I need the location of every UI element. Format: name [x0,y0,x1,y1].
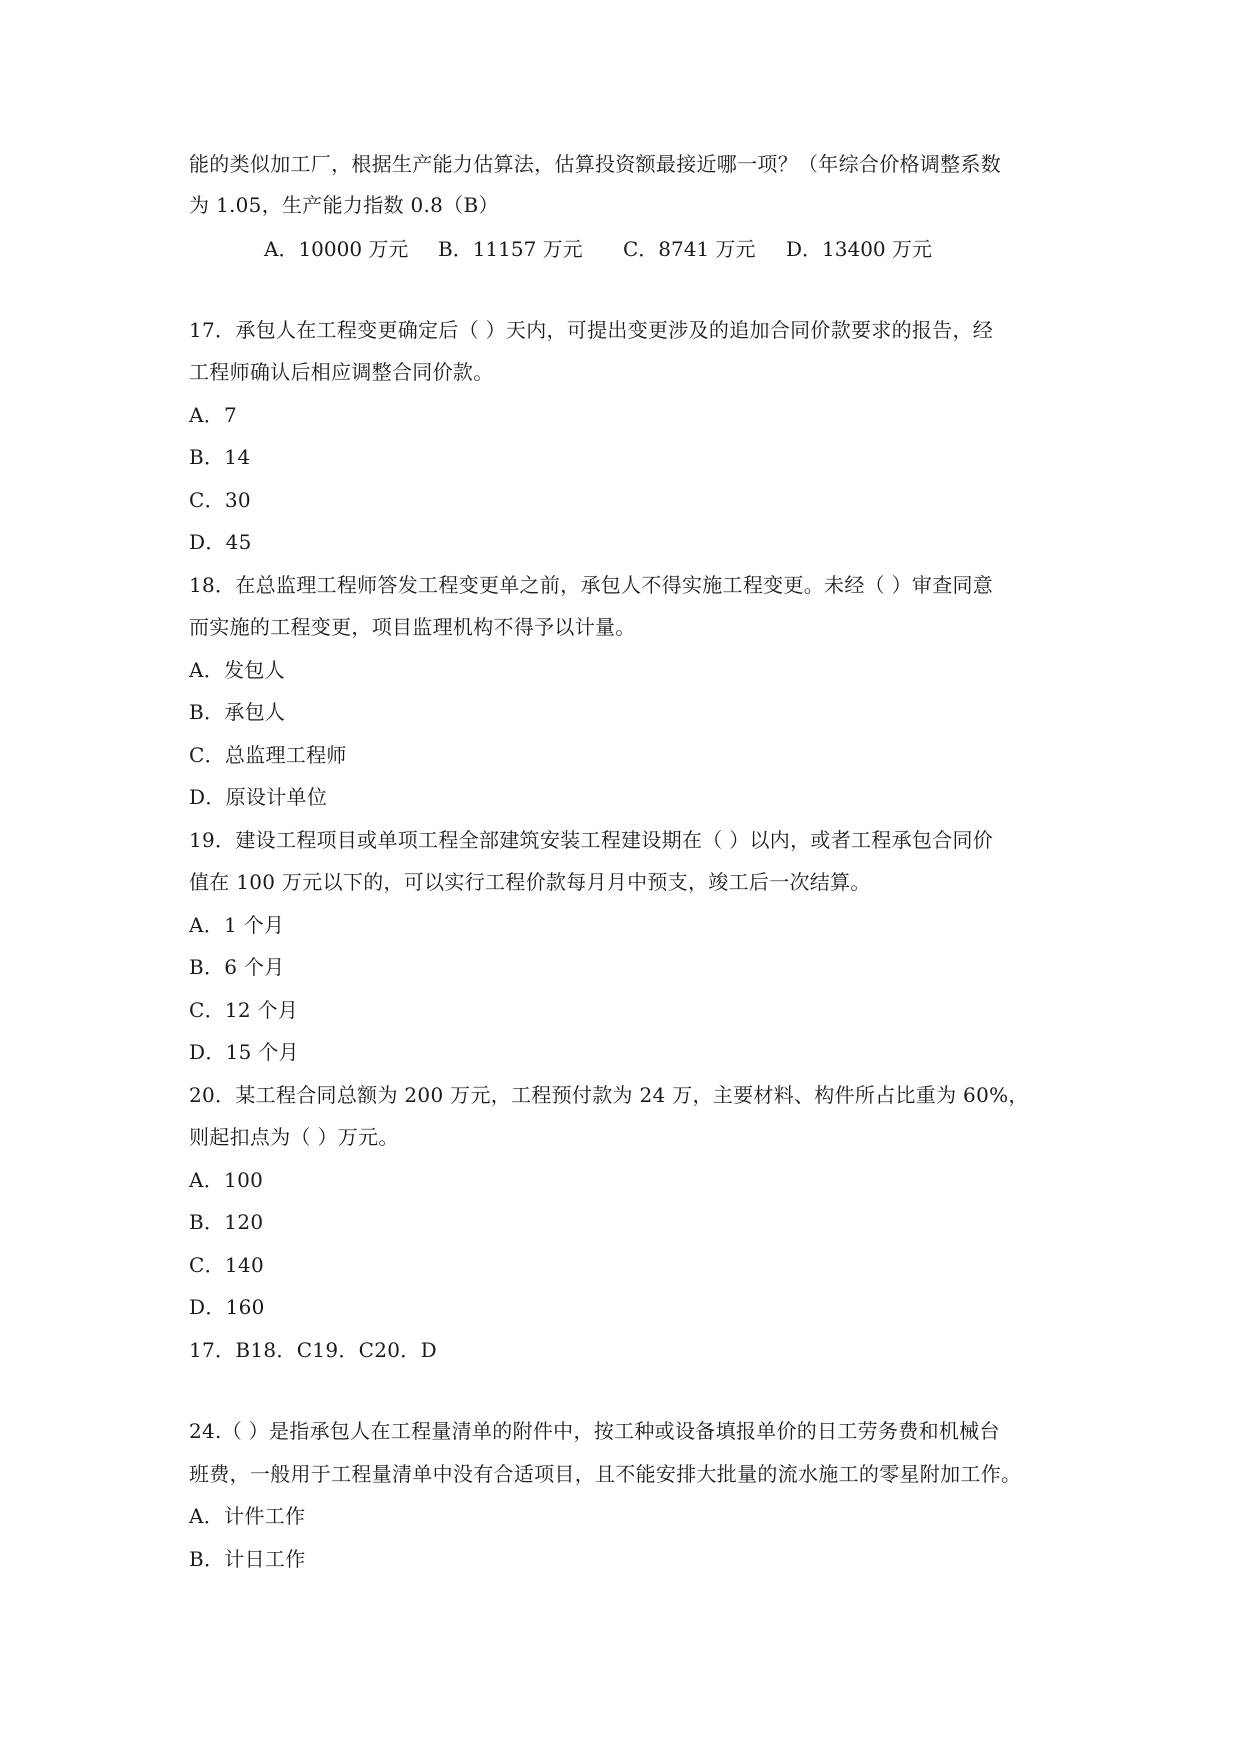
q17-text-line-1: 17．承包人在工程变更确定后（ ）天内，可提出变更涉及的追加合同价款要求的报告，经 [189,318,994,342]
q24-option-a: A．计件工作 [189,1504,306,1528]
q16-option-b: B．11157 万元 [438,237,583,261]
q20-text-line-1: 20．某工程合同总额为 200 万元，工程预付款为 24 万，主要材料、构件所占比重为 60%， [189,1083,1029,1107]
q18-option-d: D．原设计单位 [189,785,328,809]
q16-option-d: D．13400 万元 [786,237,933,261]
q19-option-d: D．15 个月 [189,1040,299,1064]
q16-option-c: C．8741 万元 [623,237,756,261]
q19-option-a: A．1 个月 [189,913,285,937]
q19-option-c: C．12 个月 [189,998,299,1022]
q16-options-row [264,236,932,262]
q19-text-line-2: 值在 100 万元以下的，可以实行工程价款每月月中预支，竣工后一次结算。 [189,870,871,894]
q20-option-a: A．100 [189,1168,264,1192]
q17-option-b: B．14 [189,445,251,469]
q24-text-line-1: 24.（ ）是指承包人在工程量清单的附件中，按工种或设备填报单价的日工劳务费和机械台 [189,1419,1000,1443]
q17-option-d: D．45 [189,530,252,554]
q24-option-b: B．计日工作 [189,1547,306,1571]
q17-text-line-2: 工程师确认后相应调整合同价款。 [189,360,494,384]
q17-option-c: C．30 [189,488,251,512]
q18-text-line-1: 18．在总监理工程师答发工程变更单之前，承包人不得实施工程变更。未经（ ）审查同意 [189,573,994,597]
q18-option-a: A．发包人 [189,658,285,682]
q20-option-b: B．120 [189,1210,264,1234]
q18-option-b: B．承包人 [189,700,286,724]
q24-text-line-2: 班费，一般用于工程量清单中没有合适项目，且不能安排大批量的流水施工的零星附加工作。 [189,1462,1022,1486]
q20-option-d: D．160 [189,1295,265,1319]
answer-key: 17．B18．C19．C20．D [189,1338,437,1362]
q18-text-line-2: 而实施的工程变更，项目监理机构不得予以计量。 [189,615,636,639]
q17-option-a: A．7 [189,403,238,427]
q19-text-line-1: 19．建设工程项目或单项工程全部建筑安装工程建设期在（ ）以内，或者工程承包合同价 [189,828,994,852]
q16-text-line-1: 能的类似加工厂，根据生产能力估算法，估算投资额最接近哪一项？（年综合价格调整系数 [189,152,1001,176]
q16-option-a: A．10000 万元 [264,237,409,261]
q20-text-line-2: 则起扣点为（ ）万元。 [189,1125,399,1149]
q16-text-line-2: 为 1.05，生产能力指数 0.8（B） [189,193,499,217]
q20-option-c: C．140 [189,1253,264,1277]
q18-option-c: C．总监理工程师 [189,743,347,767]
q19-option-b: B．6 个月 [189,955,285,979]
